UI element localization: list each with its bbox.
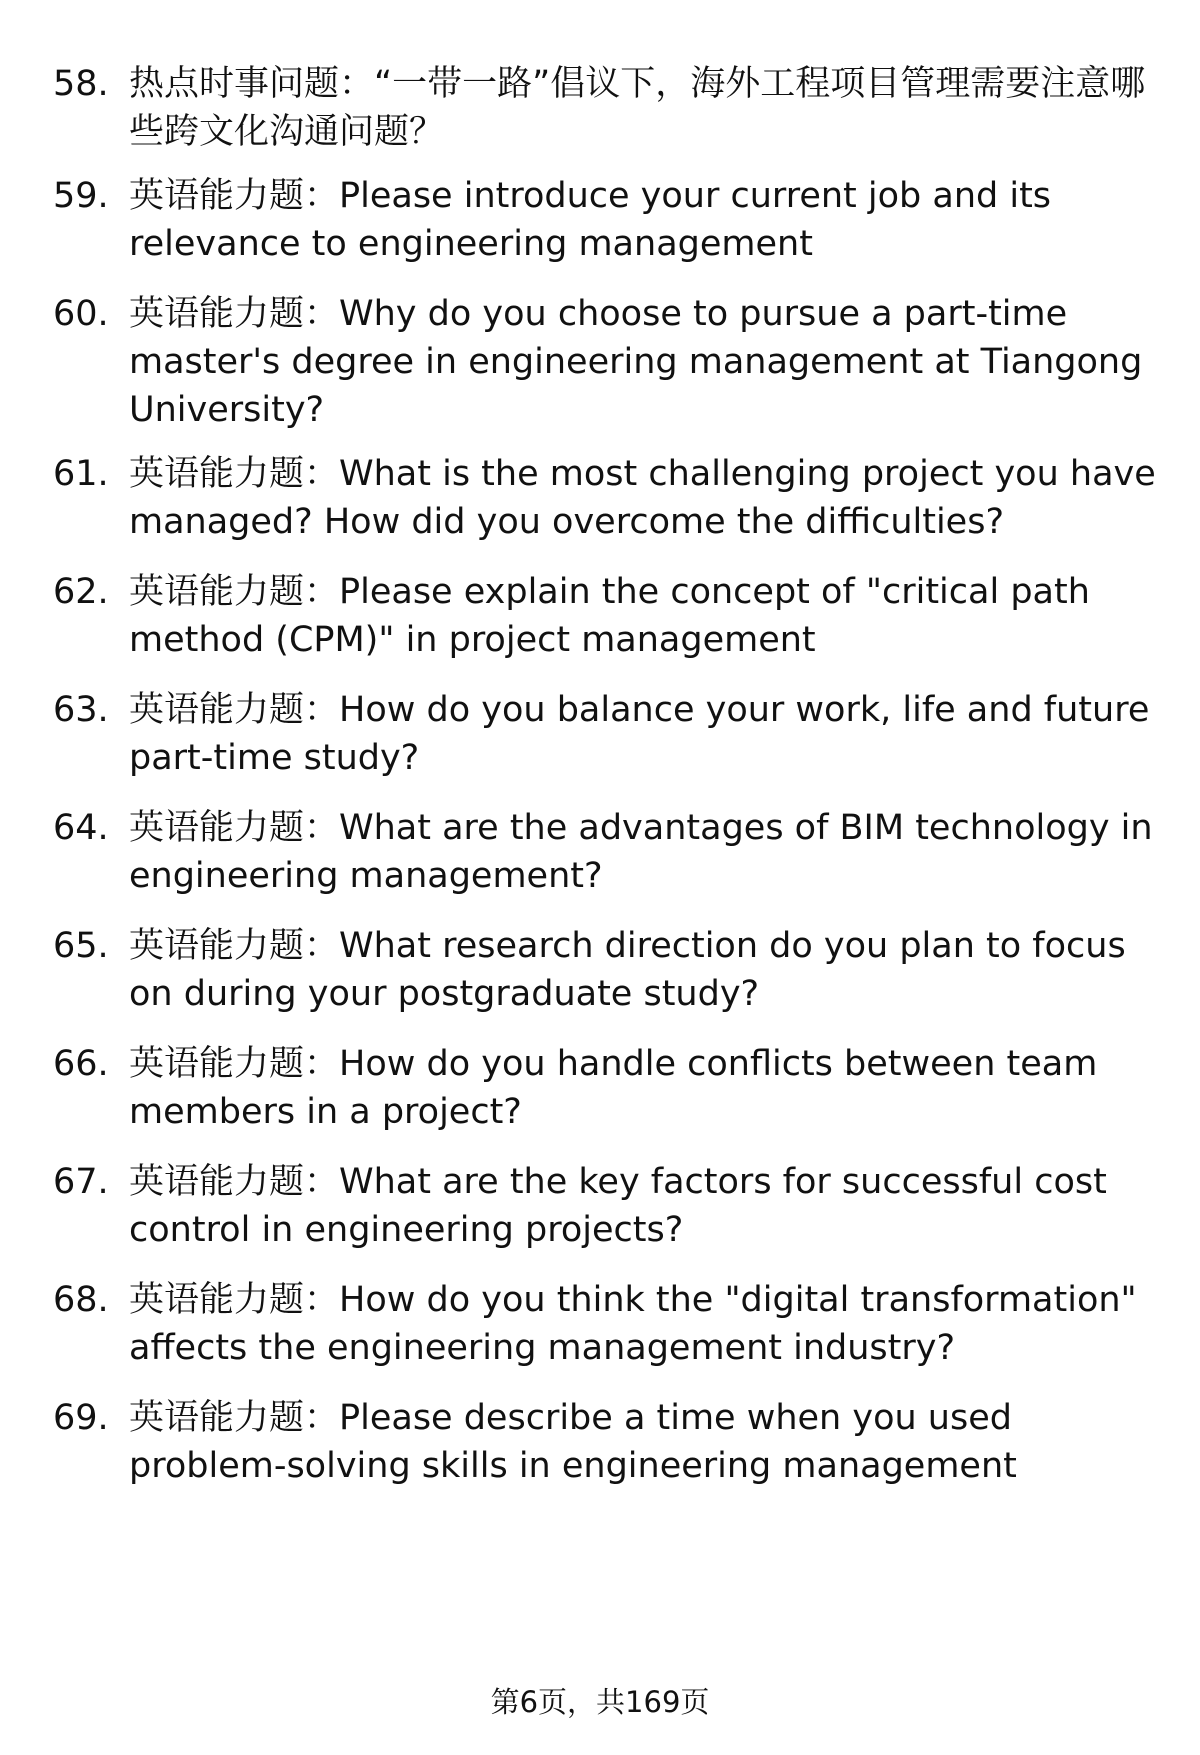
question-text: How do you balance your work, life and future part-time study?: [129, 690, 1150, 778]
question-item: [53, 804, 1158, 900]
question-category: 英语能力题：: [129, 294, 340, 334]
question-item: [53, 1040, 1158, 1136]
question-item: [53, 686, 1158, 782]
question-body: [129, 290, 1158, 434]
question-body: [129, 804, 1158, 900]
question-item: [53, 1394, 1158, 1490]
question-body: [129, 450, 1158, 546]
question-body: [129, 922, 1158, 1018]
question-category: 英语能力题：: [129, 176, 340, 216]
question-body: [129, 568, 1158, 664]
question-text: What is the most challenging project you have managed? How did you overcome the difficulties?: [129, 454, 1156, 542]
question-item: [53, 172, 1158, 268]
question-category: 英语能力题：: [129, 1280, 340, 1320]
question-number: 60.: [53, 294, 109, 334]
question-text: How do you think the "digital transformation" affects the engineering management industry?: [129, 1280, 1137, 1368]
question-item: [53, 568, 1158, 664]
question-item: [53, 290, 1158, 434]
question-body: [129, 60, 1158, 156]
question-body: [129, 1394, 1158, 1490]
question-text: Please explain the concept of "critical path method (CPM)" in project management: [129, 572, 1090, 660]
page-number-label: 第6页，共169页: [490, 1685, 710, 1719]
question-number: 66.: [53, 1044, 109, 1084]
question-category: 英语能力题：: [129, 1044, 340, 1084]
question-category: 英语能力题：: [129, 572, 340, 612]
question-number: 65.: [53, 926, 109, 966]
question-item: [53, 1276, 1158, 1372]
question-body: [129, 1040, 1158, 1136]
question-number: 59.: [53, 176, 109, 216]
question-number: 64.: [53, 808, 109, 848]
question-body: [129, 1276, 1158, 1372]
question-text: “一带一路”倡议下，海外工程项目管理需要注意哪些跨文化沟通问题？: [129, 64, 1146, 152]
question-item: [53, 60, 1158, 156]
question-text: What research direction do you plan to focus on during your postgraduate study?: [129, 926, 1126, 1014]
question-category: 英语能力题：: [129, 454, 340, 494]
question-category: 英语能力题：: [129, 1162, 340, 1202]
question-body: [129, 172, 1158, 268]
question-body: [129, 686, 1158, 782]
question-body: [129, 1158, 1158, 1254]
question-number: 62.: [53, 572, 109, 612]
question-number: 67.: [53, 1162, 109, 1202]
question-item: [53, 450, 1158, 546]
question-item: [53, 922, 1158, 1018]
question-text: Please introduce your current job and its relevance to engineering management: [129, 176, 1052, 264]
question-item: [53, 1158, 1158, 1254]
question-number: 61.: [53, 454, 109, 494]
question-number: 69.: [53, 1398, 109, 1438]
question-number: 63.: [53, 690, 109, 730]
question-category: 热点时事问题：: [129, 64, 375, 104]
question-category: 英语能力题：: [129, 808, 340, 848]
question-text: How do you handle conflicts between team members in a project?: [129, 1044, 1098, 1132]
page-footer: [0, 1682, 1200, 1722]
question-text: Why do you choose to pursue a part-time master's degree in engineering management at Tiangong University?: [129, 294, 1143, 430]
question-number: 68.: [53, 1280, 109, 1320]
question-category: 英语能力题：: [129, 1398, 340, 1438]
question-number: 58.: [53, 64, 109, 104]
question-category: 英语能力题：: [129, 926, 340, 966]
question-text: What are the advantages of BIM technology in engineering management?: [129, 808, 1153, 896]
question-text: Please describe a time when you used problem-solving skills in engineering management: [129, 1398, 1017, 1486]
question-category: 英语能力题：: [129, 690, 340, 730]
question-text: What are the key factors for successful cost control in engineering projects?: [129, 1162, 1107, 1250]
